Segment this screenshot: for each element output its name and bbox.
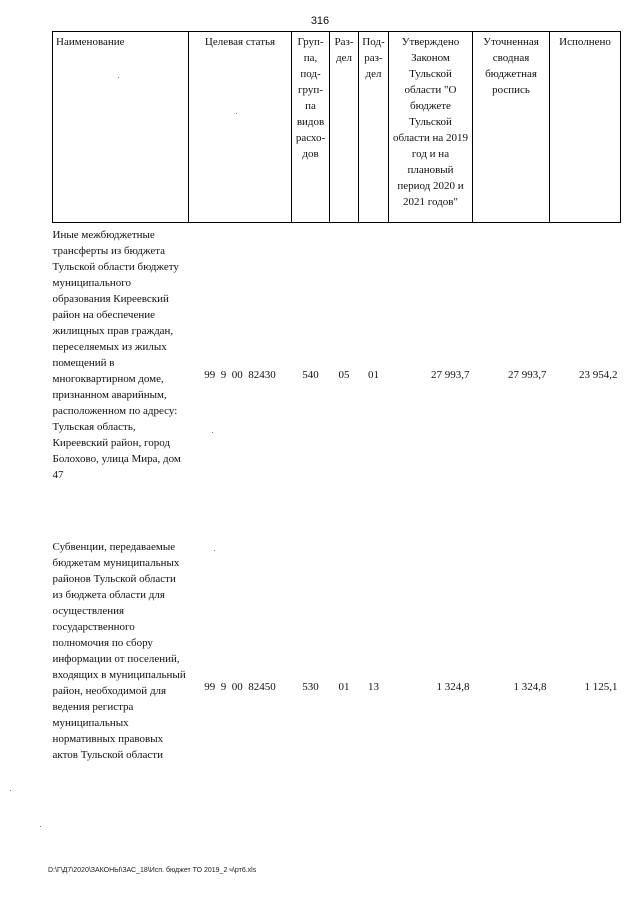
row-approved: 1 324,8 (436, 681, 470, 693)
row-target-article: 99 9 00 82450 (204, 681, 276, 693)
header-target-article: Целевая статья (189, 32, 292, 223)
row-expense-group: 530 (302, 681, 319, 693)
page-number: 316 (310, 15, 330, 27)
scan-speck (212, 432, 213, 433)
row-approved: 27 993,7 (431, 369, 470, 381)
row-refined: 1 324,8 (513, 681, 547, 693)
file-path-footer: D:\Г\Д7\2020\ЗАКОНЫ\ЗАС_18\Исп. бюджет ТО 2019_2 ч\рт6.xls (48, 867, 257, 874)
budget-table (52, 31, 621, 783)
row-target-article: 99 9 00 82430 (204, 369, 276, 381)
scan-speck (214, 550, 215, 551)
header-executed: Исполнено (550, 32, 621, 223)
row-name: Субвенции, передаваемые бюджетам муниципальных районов Тульской области из бюджета области для осуществления государственного полномочия по сбору информации от поселений, входящих в муниципальный район, необходимой для ведения регистра муниципальных нормативных правовых актов Тульской области (52, 541, 186, 761)
scan-speck (10, 790, 11, 791)
row-refined: 27 993,7 (508, 369, 547, 381)
row-executed: 1 125,1 (584, 681, 618, 693)
row-executed: 23 954,2 (579, 369, 618, 381)
table-row (53, 495, 621, 783)
row-subsection: 13 (368, 681, 379, 693)
row-section: 01 (338, 681, 350, 693)
header-expense-group: Груп-па, под-груп-па видов расхо-дов (292, 32, 330, 223)
header-approved: Утверждено Законом Тульской области "О бюджете Тульской области на 2019 год и на плановый период 2020 и 2021 годов" (389, 32, 473, 223)
row-subsection: 01 (368, 369, 379, 381)
table-row (53, 223, 621, 496)
row-section: 05 (338, 369, 350, 381)
row-name: Иные межбюджетные трансферты из бюджета Тульской области бюджету муниципального образования Киреевский район на обеспечение жилищных прав граждан, переселяемых из жилых помещений в многоквартирном доме, признанном аварийным, расположенном по адресу: Тульская область, Киреевский район, город Болохово, улица Мира, дом 47 (52, 229, 181, 481)
scan-speck (40, 826, 41, 827)
table-header-row (53, 32, 621, 223)
scan-speck (118, 77, 119, 78)
row-expense-group: 540 (302, 369, 319, 381)
header-section: Раз-дел (330, 32, 359, 223)
scan-speck (236, 113, 237, 114)
header-refined: Уточненная сводная бюджетная роспись (473, 32, 550, 223)
header-name: Наименование (53, 32, 189, 223)
header-subsection: Под-раз-дел (359, 32, 389, 223)
